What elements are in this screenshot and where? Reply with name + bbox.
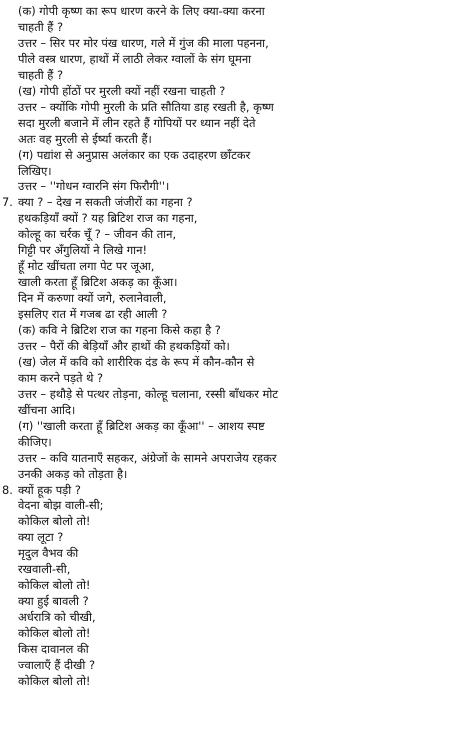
line-text: गिट्टी पर अँगुलियों ने लिखे गान! — [18, 243, 148, 258]
line-text: क्यों हूक पड़ी ? — [18, 482, 81, 497]
line-text: क्या लूटा ? — [18, 530, 64, 545]
line-text: हूँ मोट खींचता लगा पेट पर जूआ, — [18, 259, 155, 274]
line-text: उत्तर – क्योंकि गोपी मुरली के प्रति सौतिया डाह रखती है, कृष्ण — [18, 99, 274, 114]
line-text: उत्तर – सिर पर मोर पंख धारण, गले में गुंज की माला पहनना, — [18, 35, 269, 50]
line-text: (ग) पद्यांश से अनुप्रास अलंकार का एक उदाहरण छाँटकर — [18, 147, 251, 162]
line-text: उत्तर – पैरों की बेड़ियाँ और हाथों की हथकड़ियों को। — [18, 338, 230, 353]
line-text: कोकिल बोलो तो! — [18, 578, 91, 593]
line-text: कोल्हू का चर्रक चूँ ? – जीवन की तान, — [18, 227, 177, 242]
line-text: वेदना बोझ वाली-सी; — [18, 498, 104, 513]
line-text: (क) कवि ने ब्रिटिश राज का गहना किसे कहा है ? — [18, 323, 221, 337]
question-number: 8. — [2, 482, 13, 497]
line-text: किस दावानल की — [18, 642, 89, 656]
question-number: 7. — [2, 195, 13, 210]
line-text: खींचना आदि। — [18, 402, 76, 417]
line-text: रखवाली-सी, — [18, 562, 71, 577]
line-text: इसलिए रात में गजब ढा रही आली ? — [18, 307, 168, 322]
line-text: दिन में करुणा क्यों जगे, रुलानेवाली, — [18, 291, 167, 306]
line-text: काम करने पड़ते थे ? — [18, 370, 104, 385]
line-text: क्या हुई बावली ? — [18, 594, 89, 609]
line-text: हथकड़ियाँ क्यों ? यह ब्रिटिश राज का गहना, — [18, 211, 198, 226]
line-text: मृदुल वैभव की — [18, 546, 79, 561]
line-text: (ख) गोपी होंठों पर मुरली क्यों नहीं रखना चाहती ? — [18, 83, 226, 98]
line-text: खाली करता हूँ ब्रिटिश अकड़ का कूँआ। — [18, 275, 178, 290]
line-text: (ग) ''खाली करता हूँ ब्रिटिश अकड़ का कूँआ'' – आशय स्पष्ट — [18, 418, 265, 433]
line-text: पीले वस्त्र धारण, हाथों में लाठी लेकर ग्वालों के संग घूमना — [18, 51, 252, 66]
line-text: क्या ? – देख न सकती जंजीरों का गहना ? — [18, 195, 193, 210]
line-text: कोकिल बोलो तो! — [18, 626, 91, 641]
line-text: कोकिल बोलो तो! — [18, 673, 91, 688]
line-text: चाहती हैं ? — [18, 67, 64, 82]
line-text: कोकिल बोलो तो! — [18, 514, 91, 529]
line-text: उत्तर – कवि यातनाएँ सहकर, अंग्रेजों के सामने अपराजेय रहकर — [18, 450, 277, 465]
line-text: कीजिए। — [18, 434, 52, 449]
line-text: (क) गोपी कृष्ण का रूप धारण करने के लिए क्या-क्या करना — [18, 4, 265, 18]
line-text: अतः वह मुरली से ईर्ष्या करती हैं। — [18, 131, 152, 146]
line-text: अर्धरात्रि को चीखी, — [18, 610, 96, 625]
line-text: चाहती हैं ? — [18, 19, 64, 34]
line-text: उत्तर – हथौड़े से पत्थर तोड़ना, कोल्हू चलाना, रस्सी बाँधकर मोट — [18, 386, 279, 401]
line-text: उत्तर – ''गोधन ग्वारनि संग फिरौगी''। — [18, 179, 170, 194]
line-text: (ख) जेल में कवि को शारीरिक दंड के रूप में कौन-कौन से — [18, 354, 255, 369]
line-text: लिखिए। — [18, 163, 52, 178]
line-text: सदा मुरली बजाने में लीन रहते हैं गोपियों पर ध्यान नहीं देते — [18, 115, 256, 130]
line-text: ज्वालाएँ हैं दीखी ? — [18, 657, 95, 672]
line-text: उनकी अकड़ को तोड़ता है। — [18, 466, 128, 481]
